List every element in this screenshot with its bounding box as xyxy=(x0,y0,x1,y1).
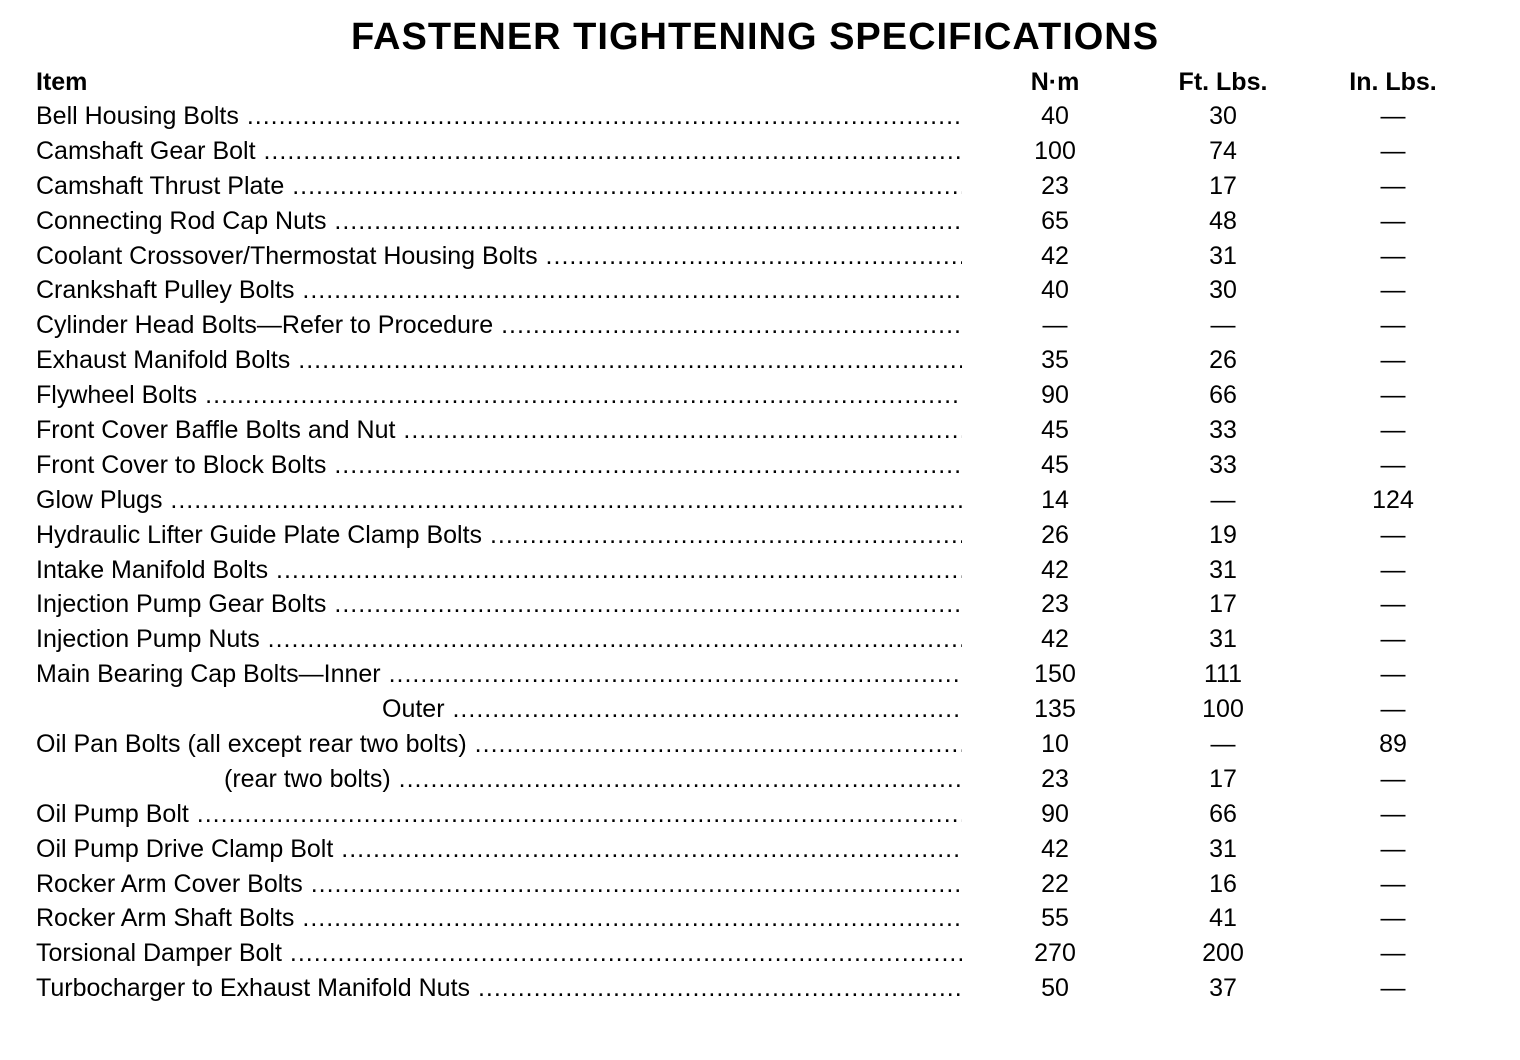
row-ft-lbs-value: 30 xyxy=(1209,276,1237,305)
row-item: Front Cover to Block Bolts ..... xyxy=(36,448,962,483)
table-row xyxy=(36,343,1476,378)
table-row xyxy=(36,308,1476,343)
row-nm-value: 14 xyxy=(1041,485,1069,514)
row-in-lbs-value: — xyxy=(1380,311,1406,340)
row-item: Main Bearing Cap Bolts—Inner ..... xyxy=(36,657,962,692)
row-in-lbs-value: — xyxy=(1380,276,1406,305)
row-in-lbs-value: — xyxy=(1380,974,1406,1003)
table-row xyxy=(36,169,1476,204)
row-in-lbs-value: — xyxy=(1380,555,1406,584)
row-nm-value: 45 xyxy=(1041,416,1069,445)
row-item: Camshaft Thrust Plate ..... xyxy=(36,169,962,204)
table-row xyxy=(36,867,1476,902)
row-in-lbs-value: — xyxy=(1380,520,1406,549)
row-in-lbs-value: — xyxy=(1380,869,1406,898)
row-item: Rocker Arm Cover Bolts ..... xyxy=(36,867,962,902)
row-item: Turbocharger to Exhaust Manifold Nuts ..... xyxy=(36,971,962,1006)
row-item: Flywheel Bolts ..... xyxy=(36,378,962,413)
table-row xyxy=(36,518,1476,553)
row-ft-lbs-value: — xyxy=(1210,485,1236,514)
column-header-ft-lbs: Ft. Lbs. xyxy=(1178,68,1268,96)
row-item: (rear two bolts) ..... xyxy=(36,762,962,797)
row-nm-value: 150 xyxy=(1034,660,1076,689)
table-body xyxy=(36,99,1476,1006)
table-row xyxy=(36,413,1476,448)
row-in-lbs-value: — xyxy=(1380,625,1406,654)
row-item: Camshaft Gear Bolt ..... xyxy=(36,134,962,169)
row-nm-value: 23 xyxy=(1041,764,1069,793)
table-row xyxy=(36,273,1476,308)
table-row xyxy=(36,134,1476,169)
row-nm-value: 42 xyxy=(1041,625,1069,654)
table-row xyxy=(36,378,1476,413)
row-nm-value: 65 xyxy=(1041,206,1069,235)
table-row xyxy=(36,692,1476,727)
row-ft-lbs-value: 74 xyxy=(1209,136,1237,165)
row-nm-value: 42 xyxy=(1041,241,1069,270)
row-ft-lbs-value: 41 xyxy=(1209,904,1237,933)
row-nm-value: 35 xyxy=(1041,346,1069,375)
row-in-lbs-value: — xyxy=(1380,206,1406,235)
row-ft-lbs-value: 111 xyxy=(1203,660,1242,689)
row-ft-lbs-value: 17 xyxy=(1209,764,1237,793)
row-item: Front Cover Baffle Bolts and Nut ..... xyxy=(36,413,962,448)
column-header-in-lbs: In. Lbs. xyxy=(1349,68,1437,96)
row-item: Rocker Arm Shaft Bolts ..... xyxy=(36,901,962,936)
row-nm-value: 50 xyxy=(1041,974,1069,1003)
row-item: Torsional Damper Bolt ..... xyxy=(36,936,962,971)
row-item: Injection Pump Gear Bolts ..... xyxy=(36,587,962,622)
row-nm-value: 22 xyxy=(1041,869,1069,898)
table-row xyxy=(36,901,1476,936)
table-row xyxy=(36,99,1476,134)
table-row xyxy=(36,936,1476,971)
row-in-lbs-value: — xyxy=(1380,102,1406,130)
row-nm-value: 26 xyxy=(1041,520,1069,549)
row-item: Intake Manifold Bolts ..... xyxy=(36,553,962,588)
row-ft-lbs-value: 31 xyxy=(1209,241,1237,270)
row-ft-lbs-value: 31 xyxy=(1209,555,1237,584)
table-row xyxy=(36,971,1476,1006)
row-ft-lbs-value: 17 xyxy=(1209,171,1237,200)
row-nm-value: 270 xyxy=(1034,939,1076,968)
row-item: Coolant Crossover/Thermostat Housing Bolts ..... xyxy=(36,239,962,274)
row-in-lbs-value: — xyxy=(1380,241,1406,270)
table-row xyxy=(36,204,1476,239)
row-item: Injection Pump Nuts ..... xyxy=(36,622,962,657)
row-item: Crankshaft Pulley Bolts ..... xyxy=(36,273,962,308)
row-nm-value: 23 xyxy=(1041,171,1069,200)
table-row xyxy=(36,762,1476,797)
row-in-lbs-value: — xyxy=(1380,904,1406,933)
row-in-lbs-value: 124 xyxy=(1372,485,1414,514)
column-header-nm: N·m xyxy=(1030,68,1080,96)
page-title: FASTENER TIGHTENING SPECIFICATIONS xyxy=(350,16,1160,58)
row-in-lbs-value: — xyxy=(1380,695,1406,724)
row-nm-value: 90 xyxy=(1041,381,1069,410)
table-row xyxy=(36,657,1476,692)
row-in-lbs-value: — xyxy=(1380,939,1406,968)
row-item: Glow Plugs ..... xyxy=(36,483,962,518)
row-in-lbs-value: — xyxy=(1380,381,1406,410)
spec-table xyxy=(36,65,1476,1006)
row-ft-lbs-value: 33 xyxy=(1209,416,1237,445)
row-nm-value: 135 xyxy=(1034,695,1076,724)
row-ft-lbs-value: 66 xyxy=(1209,381,1237,410)
row-item: Bell Housing Bolts ..... xyxy=(36,99,962,134)
row-in-lbs-value: — xyxy=(1380,346,1406,375)
table-row xyxy=(36,239,1476,274)
row-nm-value: 10 xyxy=(1041,730,1069,759)
row-nm-value: 90 xyxy=(1041,799,1069,828)
table-row xyxy=(36,622,1476,657)
row-nm-value: 42 xyxy=(1041,555,1069,584)
row-item: Cylinder Head Bolts—Refer to Procedure ..... xyxy=(36,308,962,343)
row-ft-lbs-value: 66 xyxy=(1209,799,1237,828)
row-ft-lbs-value: 30 xyxy=(1209,102,1237,130)
row-item: Oil Pump Drive Clamp Bolt ..... xyxy=(36,832,962,867)
table-row xyxy=(36,587,1476,622)
table-row xyxy=(36,797,1476,832)
row-ft-lbs-value: 16 xyxy=(1209,869,1237,898)
row-nm-value: 40 xyxy=(1041,276,1069,305)
row-nm-value: 23 xyxy=(1041,590,1069,619)
row-ft-lbs-value: 100 xyxy=(1202,695,1244,724)
row-item: Oil Pan Bolts (all except rear two bolts) ..... xyxy=(36,727,962,762)
row-nm-value: 45 xyxy=(1041,450,1069,479)
row-ft-lbs-value: 17 xyxy=(1209,590,1237,619)
row-nm-value: 42 xyxy=(1041,834,1069,863)
row-in-lbs-value: 89 xyxy=(1379,730,1407,759)
row-item: Exhaust Manifold Bolts ..... xyxy=(36,343,962,378)
row-ft-lbs-value: — xyxy=(1210,730,1236,759)
table-row xyxy=(36,553,1476,588)
table-row xyxy=(36,727,1476,762)
row-in-lbs-value: — xyxy=(1380,136,1406,165)
row-item: Oil Pump Bolt ..... xyxy=(36,797,962,832)
row-in-lbs-value: — xyxy=(1380,590,1406,619)
row-ft-lbs-value: 37 xyxy=(1209,974,1237,1003)
row-item: Outer ..... xyxy=(36,692,962,727)
row-ft-lbs-value: 31 xyxy=(1209,625,1237,654)
row-nm-value: — xyxy=(1042,311,1068,340)
row-in-lbs-value: — xyxy=(1380,799,1406,828)
row-ft-lbs-value: 48 xyxy=(1209,206,1237,235)
row-ft-lbs-value: 200 xyxy=(1202,939,1244,968)
row-ft-lbs-value: 33 xyxy=(1209,450,1237,479)
table-header xyxy=(36,65,1476,99)
row-ft-lbs-value: 31 xyxy=(1209,834,1237,863)
row-in-lbs-value: — xyxy=(1380,171,1406,200)
row-nm-value: 100 xyxy=(1034,136,1076,165)
row-ft-lbs-value: 26 xyxy=(1209,346,1237,375)
row-ft-lbs-value: 19 xyxy=(1209,520,1237,549)
row-item: Connecting Rod Cap Nuts ..... xyxy=(36,204,962,239)
row-ft-lbs-value: — xyxy=(1210,311,1236,340)
row-in-lbs-value: — xyxy=(1380,764,1406,793)
table-row xyxy=(36,483,1476,518)
row-item: Hydraulic Lifter Guide Plate Clamp Bolts ..... xyxy=(36,518,962,553)
row-in-lbs-value: — xyxy=(1380,660,1406,689)
row-in-lbs-value: — xyxy=(1380,416,1406,445)
row-in-lbs-value: — xyxy=(1380,834,1406,863)
table-row xyxy=(36,448,1476,483)
column-header-item: Item xyxy=(36,68,88,96)
row-nm-value: 55 xyxy=(1041,904,1069,933)
table-row xyxy=(36,832,1476,867)
row-nm-value: 40 xyxy=(1041,102,1069,130)
row-in-lbs-value: — xyxy=(1380,450,1406,479)
